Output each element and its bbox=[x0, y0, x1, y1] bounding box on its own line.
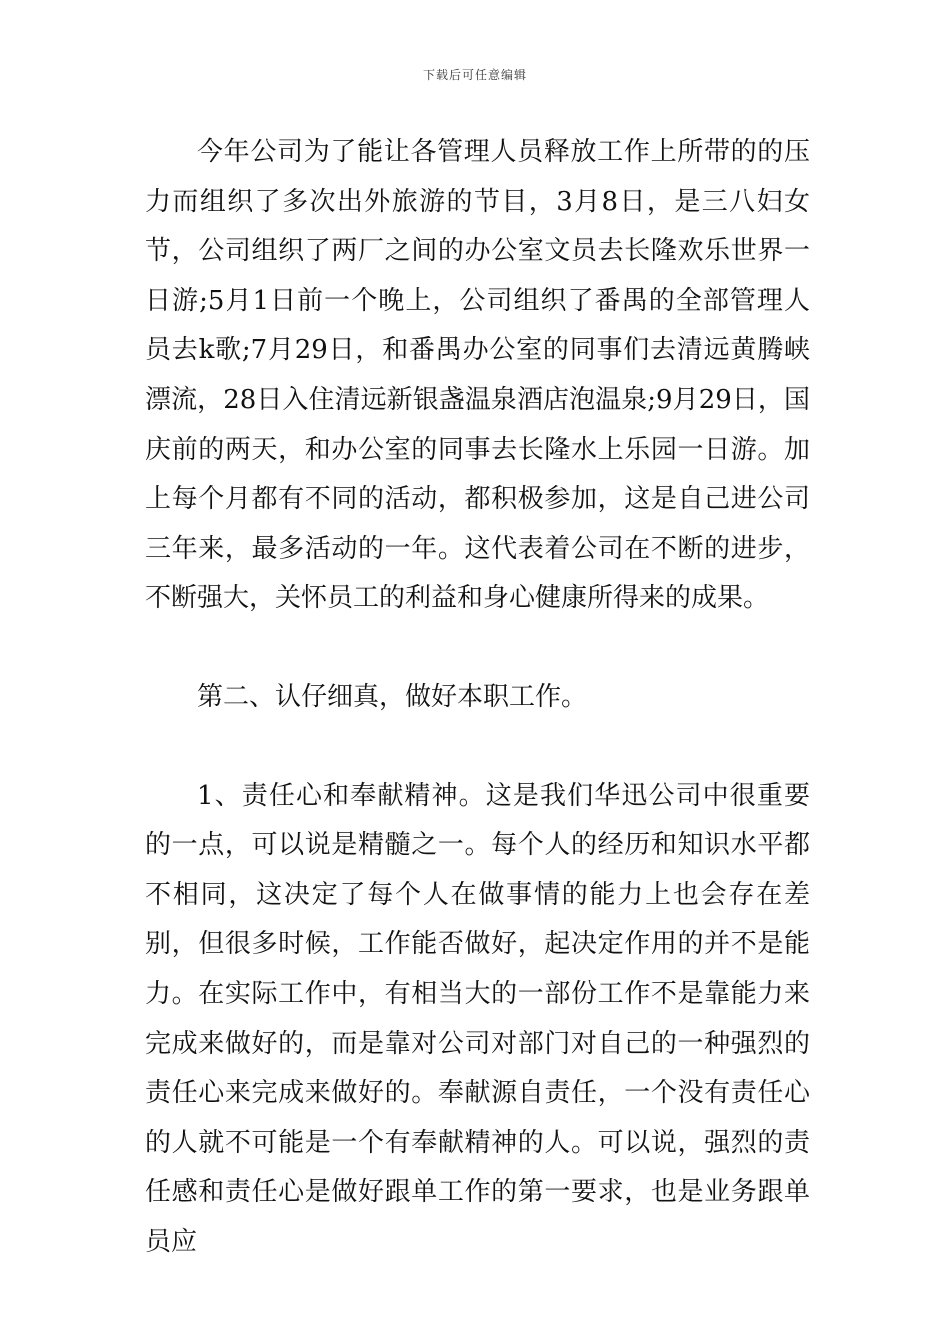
paragraph-company-activities: 今年公司为了能让各管理人员释放工作上所带的的压力而组织了多次出外旅游的节目，3月8日，是三八妇女节，公司组织了两厂之间的办公室文员去长隆欢乐世界一日游;5月1日前一个晚上，公司组织了番禺的全部管理人员去k歌;7月29日，和番禺办公室的同事们去清远黄腾峡漂流，28日入住清远新银盏温泉酒店泡温泉;9月29日，国庆前的两天，和办公室的同事去长隆水上乐园一日游。加上每个月都有不同的活动，都积极参加，这是自己进公司三年来，最多活动的一年。这代表着公司在不断的进步，不断强大，关怀员工的利益和身心健康所得来的成果。 bbox=[145, 137, 810, 614]
header-note: 下载后可任意编辑 bbox=[422, 68, 527, 82]
paragraph-spacer bbox=[145, 624, 810, 673]
paragraph-spacer bbox=[145, 723, 810, 772]
document-body bbox=[145, 128, 810, 1267]
paragraph-responsibility: 1、责任心和奉献精神。这是我们华迅公司中很重要的一点，可以说是精髓之一。每个人的经历和知识水平都不相同，这决定了每个人在做事情的能力上也会存在差别，但很多时候，工作能否做好，起决定作用的并不是能力。在实际工作中，有相当大的一部份工作不是靠能力来完成来做好的，而是靠对公司对部门对自己的一种强烈的责任心来完成来做好的。奉献源自责任，一个没有责任心的人就不可能是一个有奉献精神的人。可以说，强烈的责任感和责任心是做好跟单工作的第一要求，也是业务跟单员应 bbox=[145, 780, 810, 1257]
section-heading-second: 第二、认仔细真，做好本职工作。 bbox=[197, 681, 588, 712]
